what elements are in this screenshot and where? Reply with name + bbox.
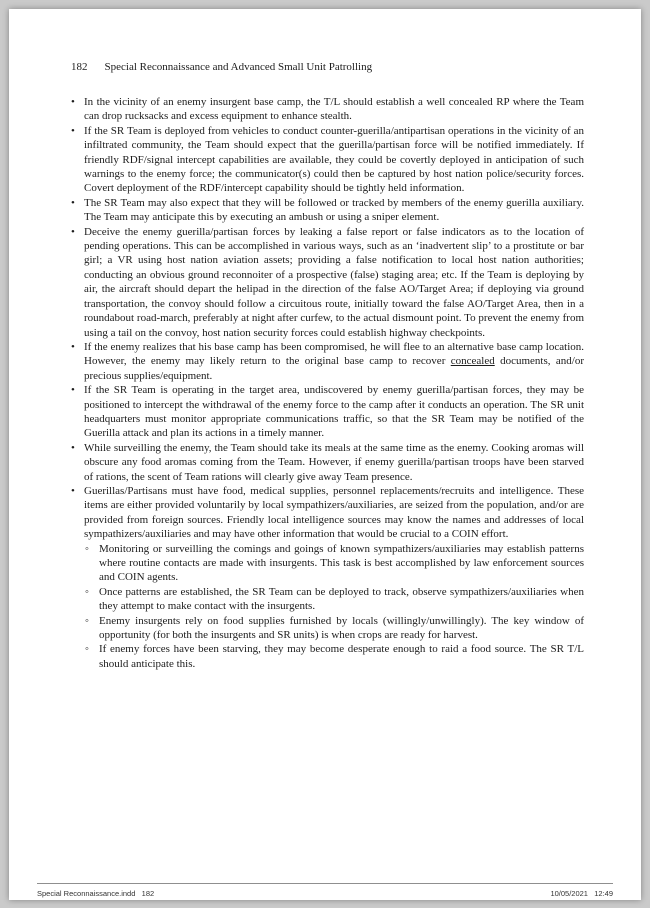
bullet-marker: • — [71, 484, 75, 497]
bullet-marker: • — [71, 96, 75, 108]
running-head-title: Special Reconnaissance and Advanced Small Unit Patrolling — [104, 61, 373, 73]
bullet-text: If the enemy realizes that his base camp has been compromised, he will flee to an alternative base camp location. However, the enemy may likely return to the original base camp to recover concealed documents, and/or precious supplies/equipment. — [84, 340, 584, 382]
sub-bullet-item — [71, 614, 584, 643]
sub-bullet-item — [71, 642, 584, 671]
bullet-item — [71, 441, 584, 484]
bullet-text: Guerillas/Partisans must have food, medical supplies, personnel replacements/recruits and intelligence. These items are either provided voluntarily by local sympathizers/auxiliaries, are seized from the population, and/or are provided from foreign sources. Friendly local intelligence sources may know the names and addresses of local sympathizers/auxiliaries and may have other information that would be crucial to a COIN effort. — [84, 484, 584, 541]
bullet-marker: • — [71, 340, 75, 353]
bullet-list — [71, 95, 584, 671]
footer-filename: Special Reconnaissance.indd 182 — [37, 889, 155, 898]
sub-bullet-marker: ◦ — [85, 542, 89, 555]
bullet-item — [71, 225, 584, 340]
sub-bullet-marker: ◦ — [85, 643, 89, 656]
sub-bullet-item — [71, 542, 584, 585]
bullet-marker: • — [71, 384, 75, 397]
bullet-marker: • — [71, 196, 75, 209]
bullet-item — [71, 484, 584, 542]
page-header — [71, 61, 583, 73]
document-page — [9, 9, 641, 900]
bullet-marker: • — [71, 225, 75, 238]
bullet-item — [71, 383, 584, 441]
bullet-text: If the SR Team is deployed from vehicles to conduct counter-guerilla/antipartisan operations in the vicinity of an infiltrated community, the Team should expect that the guerilla/partisan force will be notified immediately. If friendly RDF/signal intercept capabilities are available, they could be covertly deployed in anticipation of such warnings to the enemy force; the communicator(s) could then be captured by host nation police/security forces. Covert deployment of the RDF/intercept capability should be tightly held information. — [84, 124, 584, 195]
bullet-marker: • — [71, 124, 75, 137]
sub-bullet-marker: ◦ — [85, 585, 89, 598]
bullet-text: In the vicinity of an enemy insurgent base camp, the T/L should establish a well concealed RP where the Team can drop rucksacks and excess equipment to enhance stealth. — [84, 96, 584, 123]
page-footer — [37, 889, 613, 898]
bullet-item — [71, 124, 584, 196]
bullet-text: Once patterns are established, the SR Team can be deployed to track, observe sympathizers/auxiliaries when they attempt to make contact with the insurgents. — [99, 585, 584, 613]
page-number: 182 — [71, 61, 88, 73]
bullet-item — [71, 196, 584, 225]
bullet-item — [71, 95, 584, 124]
sub-bullet-item — [71, 585, 584, 614]
bullet-text: If enemy forces have been starving, they may become desperate enough to raid a food source. The SR T/L should anticipate this. — [99, 643, 584, 670]
bullet-text: While surveilling the enemy, the Team should take its meals at the same time as the enemy. Cooking aromas will obscure any food aromas coming from the Team. However, if enemy guerilla/partisan troops have been starved of rations, the scent of Team rations will clearly give away Team presence. — [84, 441, 584, 483]
bullet-text: Enemy insurgents rely on food supplies furnished by locals (willingly/unwillingly). The key window of opportunity (for both the insurgents and SR units) is when crops are ready for harvest. — [99, 614, 584, 642]
footer-rule — [37, 883, 613, 884]
bullet-text: If the SR Team is operating in the target area, undiscovered by enemy guerilla/partisan forces, they may be positioned to intercept the withdrawal of the enemy force to the camp after it conducts an operation. The SR unit headquarters must monitor appropriate communications traffic, so that the SR Team may be notified of the Guerilla attack and plan its actions in a timely manner. — [84, 384, 584, 440]
bullet-text: Monitoring or surveilling the comings and goings of known sympathizers/auxiliaries may establish patterns where routine contacts are made with insurgents. This task is best accomplished by law enforcement sources and COIN agents. — [99, 542, 584, 584]
bullet-marker: • — [71, 441, 75, 454]
footer-datetime: 10/05/2021 12:49 — [550, 889, 613, 898]
bullet-item — [71, 340, 584, 383]
sub-bullet-marker: ◦ — [85, 614, 89, 627]
bullet-text: Deceive the enemy guerilla/partisan forces by leaking a false report or false indicators as to the location of pending operations. This can be accomplished in various ways, such as an ‘inadvertent slip’ to a prostitute or bar girl; a VR using host nation aviation assets; providing a false notification to local host nation authorities; conducting an obvious ground reconnoiter of a prospective (false) staging area; etc. If the Team is deploying by air, the aircraft should depart the helipad in the direction of the false AO/Target Area; if deploying via ground transportation, the convoy should follow a circuitous route, initially toward the false AO/Target Area, then in a roundabout road-march, preferably at night after curfew, to the actual dismount point. To prevent the enemy from using a tail on the convoy, host nation security forces could establish highway checkpoints. — [84, 225, 584, 339]
bullet-text: The SR Team may also expect that they will be followed or tracked by members of the enemy guerilla auxiliary. The Team may anticipate this by executing an ambush or using a sniper element. — [84, 196, 584, 224]
